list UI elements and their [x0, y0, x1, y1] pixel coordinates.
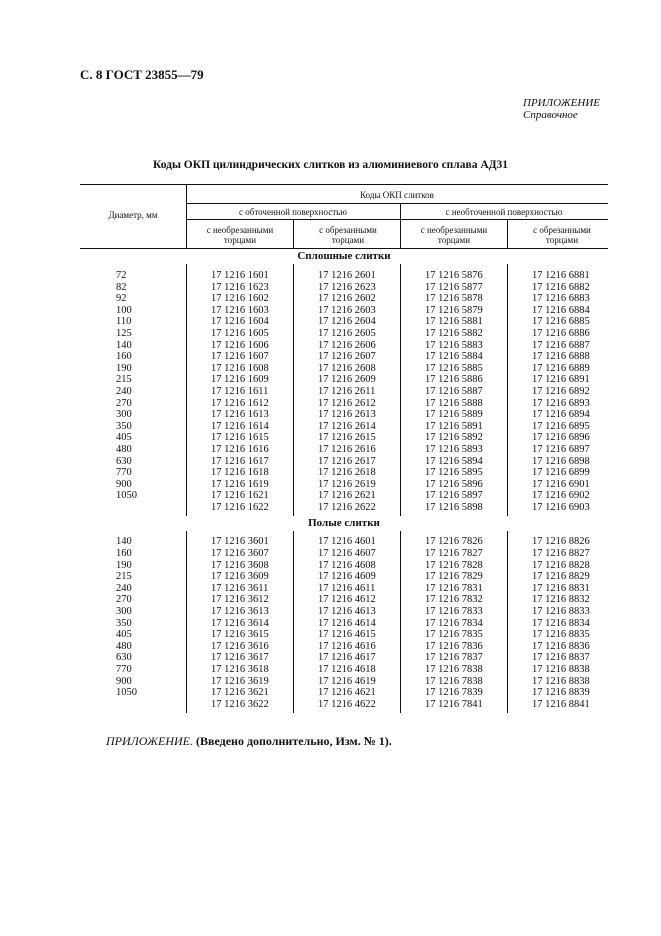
- code-cell: 17 1216 2622: [318, 501, 376, 513]
- diameter-cell: 215: [116, 374, 132, 386]
- diameter-cell: 480: [116, 640, 132, 652]
- table-row: [80, 398, 608, 410]
- code-cell: 17 1216 1608: [211, 362, 269, 374]
- code-cell: 17 1216 3618: [211, 664, 269, 675]
- code-cell: 17 1216 3612: [211, 594, 269, 606]
- diameter-cell: 100: [116, 304, 132, 316]
- code-cell: 17 1216 1621: [211, 490, 269, 502]
- code-cell: 17 1216 2607: [318, 351, 376, 363]
- code-cell: 17 1216 4616: [318, 640, 376, 652]
- code-cell: 17 1216 7838: [425, 675, 483, 687]
- code-cell: 17 1216 3609: [211, 571, 269, 583]
- code-cell: 17 1216 1604: [211, 316, 269, 328]
- diameter-cell: 125: [116, 327, 132, 339]
- appendix-label: [523, 97, 600, 121]
- code-cell: 17 1216 6885: [532, 316, 590, 328]
- table-row: [80, 490, 608, 502]
- table-row: [80, 548, 608, 560]
- code-cell: 17 1216 1619: [211, 478, 269, 490]
- code-cell: 17 1216 1602: [211, 293, 269, 305]
- code-cell: 17 1216 3601: [211, 536, 269, 548]
- table-row: [80, 456, 608, 468]
- code-cell: 17 1216 2614: [318, 420, 376, 432]
- code-cell: 17 1216 7826: [425, 536, 483, 548]
- code-cell: 17 1216 5888: [425, 397, 483, 409]
- code-cell: 17 1216 3616: [211, 640, 269, 652]
- diameter-cell: 160: [116, 548, 132, 560]
- diameter-cell: 240: [116, 385, 132, 397]
- code-cell: 17 1216 2623: [318, 281, 376, 293]
- header-uncut-1: с необрезанными торцами: [206, 225, 274, 245]
- code-cell: 17 1216 5892: [425, 432, 483, 444]
- code-cell: 17 1216 6895: [532, 420, 590, 432]
- code-cell: 17 1216 4618: [318, 664, 376, 675]
- footnote-label: ПРИЛОЖЕНИЕ.: [106, 734, 193, 748]
- diameter-cell: 630: [116, 455, 132, 467]
- code-cell: 17 1216 6893: [532, 397, 590, 409]
- code-cell: 17 1216 2618: [318, 467, 376, 479]
- code-cell: 17 1216 2616: [318, 443, 376, 455]
- table-row: [80, 676, 608, 688]
- code-cell: 17 1216 7839: [425, 687, 483, 699]
- code-cell: 17 1216 3611: [211, 582, 269, 594]
- code-cell: 17 1216 4609: [318, 571, 376, 583]
- code-cell: 17 1216 4622: [318, 698, 376, 710]
- table-row: [80, 432, 608, 444]
- code-cell: 17 1216 5894: [425, 455, 483, 467]
- table-row: [80, 536, 608, 548]
- header-turned: с обточенной поверхностью: [239, 207, 347, 217]
- code-cell: 17 1216 2615: [318, 432, 376, 444]
- diameter-cell: 110: [116, 316, 132, 328]
- code-cell: 17 1216 3614: [211, 617, 269, 629]
- table-row: [80, 363, 608, 375]
- page-header: С. 8 ГОСТ 23855—79: [80, 67, 204, 82]
- code-cell: 17 1216 6881: [532, 270, 590, 281]
- code-cell: 17 1216 1611: [211, 385, 269, 397]
- diameter-cell: 350: [116, 617, 132, 629]
- code-cell: 17 1216 1609: [211, 374, 269, 386]
- codes-table: [80, 184, 608, 713]
- diameter-cell: 1050: [116, 490, 137, 502]
- code-cell: 17 1216 1622: [211, 501, 269, 513]
- diameter-cell: 770: [116, 467, 132, 479]
- code-cell: 17 1216 5884: [425, 351, 483, 363]
- code-cell: 17 1216 8828: [532, 559, 590, 571]
- table-row: [80, 270, 608, 282]
- header-cut-1: с обрезанными торцами: [319, 225, 377, 245]
- table-row: [80, 629, 608, 641]
- table-row: [80, 351, 608, 363]
- code-cell: 17 1216 7832: [425, 594, 483, 606]
- code-cell: 17 1216 2604: [318, 316, 376, 328]
- code-cell: 17 1216 4608: [318, 559, 376, 571]
- code-cell: 17 1216 6888: [532, 351, 590, 363]
- header-cut-2: с обрезанными торцами: [533, 225, 591, 245]
- diameter-cell: 140: [116, 339, 132, 351]
- code-cell: 17 1216 5879: [425, 304, 483, 316]
- diameter-cell: 140: [116, 536, 132, 548]
- code-cell: 17 1216 6886: [532, 327, 590, 339]
- code-cell: 17 1216 7841: [425, 698, 483, 710]
- code-cell: 17 1216 4621: [318, 687, 376, 699]
- code-cell: 17 1216 3622: [211, 698, 269, 710]
- code-cell: 17 1216 1613: [211, 409, 269, 421]
- table-row: [80, 386, 608, 398]
- code-cell: 17 1216 1616: [211, 443, 269, 455]
- code-cell: 17 1216 2608: [318, 362, 376, 374]
- code-cell: 17 1216 2611: [318, 385, 376, 397]
- diameter-cell: 300: [116, 409, 132, 421]
- code-cell: 17 1216 8834: [532, 617, 590, 629]
- code-cell: 17 1216 5895: [425, 467, 483, 479]
- code-cell: 17 1216 5878: [425, 293, 483, 305]
- code-cell: 17 1216 4615: [318, 629, 376, 641]
- code-cell: 17 1216 2617: [318, 455, 376, 467]
- code-cell: 17 1216 5885: [425, 362, 483, 374]
- table-row: [80, 664, 608, 676]
- table-row: [80, 606, 608, 618]
- code-cell: 17 1216 2601: [318, 270, 376, 281]
- code-cell: 17 1216 1612: [211, 397, 269, 409]
- table-row: [80, 374, 608, 386]
- table-row: [80, 282, 608, 294]
- section-rows: [80, 531, 608, 713]
- diameter-cell: 82: [116, 281, 127, 293]
- code-cell: 17 1216 5897: [425, 490, 483, 502]
- code-cell: 17 1216 4619: [318, 675, 376, 687]
- code-cell: 17 1216 3613: [211, 606, 269, 618]
- code-cell: 17 1216 6899: [532, 467, 590, 479]
- diameter-cell: 160: [116, 351, 132, 363]
- section-title: Полые слитки: [308, 517, 380, 530]
- code-cell: 17 1216 5887: [425, 385, 483, 397]
- code-cell: 17 1216 7829: [425, 571, 483, 583]
- diameter-cell: 405: [116, 432, 132, 444]
- diameter-cell: 630: [116, 652, 132, 664]
- diameter-cell: 350: [116, 420, 132, 432]
- diameter-cell: 190: [116, 362, 132, 374]
- table-row: [80, 467, 608, 479]
- table-row: [80, 479, 608, 491]
- table-row: [80, 571, 608, 583]
- code-cell: 17 1216 2619: [318, 478, 376, 490]
- code-cell: 17 1216 1623: [211, 281, 269, 293]
- section-rows: [80, 264, 608, 516]
- code-cell: 17 1216 2602: [318, 293, 376, 305]
- code-cell: 17 1216 2621: [318, 490, 376, 502]
- code-cell: 17 1216 7827: [425, 548, 483, 560]
- code-cell: 17 1216 6892: [532, 385, 590, 397]
- code-cell: 17 1216 5889: [425, 409, 483, 421]
- table-title: Коды ОКП цилиндрических слитков из алюминиевого сплава АД31: [152, 159, 509, 171]
- header-unturned: с необточенной поверхностью: [445, 207, 563, 217]
- code-cell: 17 1216 1605: [211, 327, 269, 339]
- table-row: [80, 316, 608, 328]
- table-body: [80, 249, 608, 713]
- code-cell: 17 1216 7838: [425, 664, 483, 675]
- code-cell: 17 1216 1615: [211, 432, 269, 444]
- diameter-cell: 190: [116, 559, 132, 571]
- diameter-cell: 1050: [116, 687, 137, 699]
- code-cell: 17 1216 1601: [211, 270, 269, 281]
- table-header: [80, 184, 608, 249]
- code-cell: 17 1216 5877: [425, 281, 483, 293]
- code-cell: 17 1216 5886: [425, 374, 483, 386]
- table-row: [80, 293, 608, 305]
- code-cell: 17 1216 8827: [532, 548, 590, 560]
- code-cell: 17 1216 3607: [211, 548, 269, 560]
- table-row: [80, 328, 608, 340]
- code-cell: 17 1216 1606: [211, 339, 269, 351]
- code-cell: 17 1216 8833: [532, 606, 590, 618]
- diameter-cell: 770: [116, 664, 132, 675]
- code-cell: 17 1216 5891: [425, 420, 483, 432]
- table-row: [80, 583, 608, 595]
- code-cell: 17 1216 2609: [318, 374, 376, 386]
- code-cell: 17 1216 8841: [532, 698, 590, 710]
- table-row: [80, 340, 608, 352]
- code-cell: 17 1216 2613: [318, 409, 376, 421]
- code-cell: 17 1216 4613: [318, 606, 376, 618]
- appendix-title: ПРИЛОЖЕНИЕ: [523, 97, 600, 109]
- code-cell: 17 1216 8836: [532, 640, 590, 652]
- code-cell: 17 1216 7828: [425, 559, 483, 571]
- code-cell: 17 1216 3619: [211, 675, 269, 687]
- header-codes: Коды ОКП слитков: [360, 190, 434, 200]
- table-row: [80, 444, 608, 456]
- code-cell: 17 1216 7831: [425, 582, 483, 594]
- code-cell: 17 1216 7835: [425, 629, 483, 641]
- code-cell: 17 1216 2606: [318, 339, 376, 351]
- table-row: [80, 594, 608, 606]
- code-cell: 17 1216 6883: [532, 293, 590, 305]
- code-cell: 17 1216 5883: [425, 339, 483, 351]
- table-row: [80, 502, 608, 514]
- code-cell: 17 1216 8831: [532, 582, 590, 594]
- code-cell: 17 1216 6903: [532, 501, 590, 513]
- code-cell: 17 1216 8837: [532, 652, 590, 664]
- footnote: [106, 734, 392, 749]
- table-row: [80, 652, 608, 664]
- code-cell: 17 1216 5881: [425, 316, 483, 328]
- code-cell: 17 1216 5893: [425, 443, 483, 455]
- code-cell: 17 1216 6887: [532, 339, 590, 351]
- diameter-cell: 92: [116, 293, 127, 305]
- code-cell: 17 1216 5896: [425, 478, 483, 490]
- diameter-cell: 900: [116, 675, 132, 687]
- code-cell: 17 1216 6891: [532, 374, 590, 386]
- code-cell: 17 1216 4611: [318, 582, 376, 594]
- code-cell: 17 1216 6901: [532, 478, 590, 490]
- code-cell: 17 1216 1618: [211, 467, 269, 479]
- code-cell: 17 1216 8838: [532, 664, 590, 675]
- code-cell: 17 1216 3617: [211, 652, 269, 664]
- header-uncut-2: с необрезанными торцами: [420, 225, 488, 245]
- code-cell: 17 1216 4601: [318, 536, 376, 548]
- code-cell: 17 1216 6897: [532, 443, 590, 455]
- header-diameter: Диаметр, мм: [108, 210, 158, 220]
- code-cell: 17 1216 4617: [318, 652, 376, 664]
- code-cell: 17 1216 7837: [425, 652, 483, 664]
- code-cell: 17 1216 1607: [211, 351, 269, 363]
- code-cell: 17 1216 2612: [318, 397, 376, 409]
- code-cell: 17 1216 4607: [318, 548, 376, 560]
- table-row: [80, 618, 608, 630]
- footnote-text: (Введено дополнительно, Изм. № 1).: [195, 734, 392, 748]
- code-cell: 17 1216 3615: [211, 629, 269, 641]
- code-cell: 17 1216 3608: [211, 559, 269, 571]
- diameter-cell: 405: [116, 629, 132, 641]
- diameter-cell: 215: [116, 571, 132, 583]
- table-row: [80, 409, 608, 421]
- code-cell: 17 1216 1617: [211, 455, 269, 467]
- code-cell: 17 1216 5898: [425, 501, 483, 513]
- code-cell: 17 1216 2603: [318, 304, 376, 316]
- code-cell: 17 1216 7834: [425, 617, 483, 629]
- code-cell: 17 1216 6894: [532, 409, 590, 421]
- code-cell: 17 1216 7836: [425, 640, 483, 652]
- table-row: [80, 641, 608, 653]
- code-cell: 17 1216 4614: [318, 617, 376, 629]
- code-cell: 17 1216 1603: [211, 304, 269, 316]
- code-cell: 17 1216 8826: [532, 536, 590, 548]
- code-cell: 17 1216 6882: [532, 281, 590, 293]
- code-cell: 17 1216 3621: [211, 687, 269, 699]
- code-cell: 17 1216 6896: [532, 432, 590, 444]
- code-cell: 17 1216 1614: [211, 420, 269, 432]
- code-cell: 17 1216 2605: [318, 327, 376, 339]
- table-row: [80, 305, 608, 317]
- code-cell: 17 1216 8832: [532, 594, 590, 606]
- code-cell: 17 1216 6902: [532, 490, 590, 502]
- table-row: [80, 421, 608, 433]
- section-title: Сплошные слитки: [297, 250, 391, 262]
- code-cell: 17 1216 7833: [425, 606, 483, 618]
- diameter-cell: 270: [116, 594, 132, 606]
- code-cell: 17 1216 8838: [532, 675, 590, 687]
- diameter-cell: 900: [116, 478, 132, 490]
- code-cell: 17 1216 8839: [532, 687, 590, 699]
- table-row: [80, 699, 608, 711]
- table-row: [80, 560, 608, 572]
- code-cell: 17 1216 6884: [532, 304, 590, 316]
- code-cell: 17 1216 6898: [532, 455, 590, 467]
- code-cell: 17 1216 5876: [425, 270, 483, 281]
- diameter-cell: 300: [116, 606, 132, 618]
- code-cell: 17 1216 5882: [425, 327, 483, 339]
- diameter-cell: 480: [116, 443, 132, 455]
- code-cell: 17 1216 8835: [532, 629, 590, 641]
- code-cell: 17 1216 8829: [532, 571, 590, 583]
- code-cell: 17 1216 4612: [318, 594, 376, 606]
- code-cell: 17 1216 6889: [532, 362, 590, 374]
- diameter-cell: 72: [116, 270, 127, 281]
- appendix-type: Справочное: [523, 109, 578, 121]
- diameter-cell: 270: [116, 397, 132, 409]
- table-row: [80, 687, 608, 699]
- diameter-cell: 240: [116, 582, 132, 594]
